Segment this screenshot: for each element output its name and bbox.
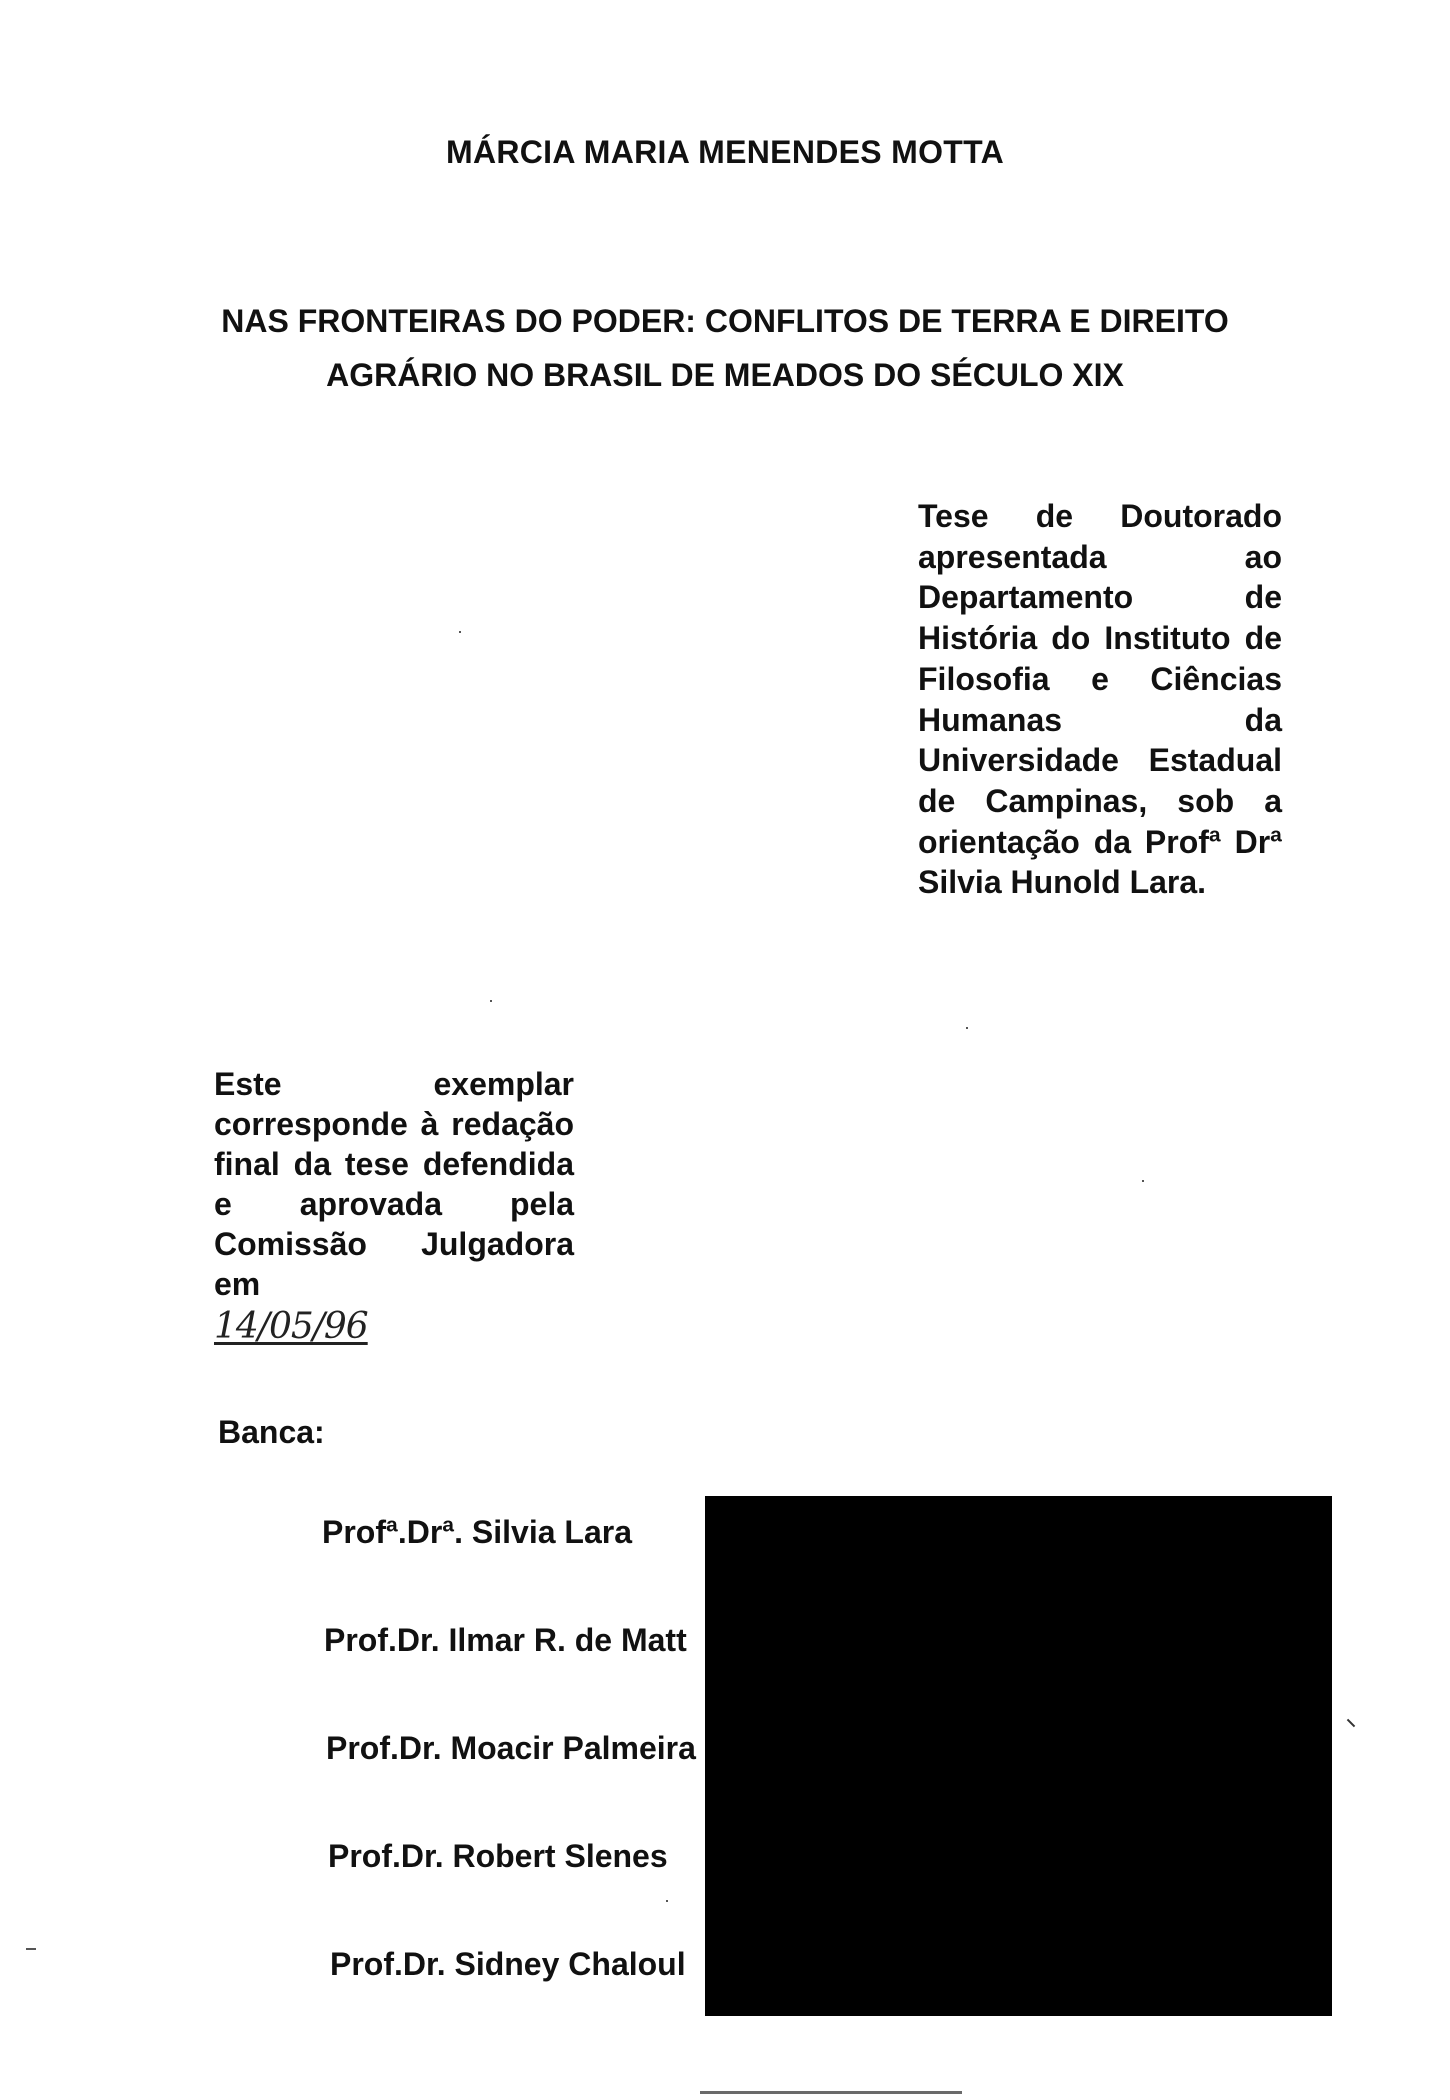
banca-label: Banca:	[218, 1414, 325, 1450]
banca-member: Prof.Dr. Ilmar R. de Matt	[324, 1622, 687, 1658]
banca-member: Prof.Dr. Moacir Palmeira	[326, 1730, 696, 1766]
thesis-title	[150, 294, 1300, 402]
scan-speck	[666, 1900, 668, 1902]
thesis-title-line-2: AGRÁRIO NO BRASIL DE MEADOS DO SÉCULO XIX	[326, 357, 1124, 393]
banca-member: Prof.Dr. Robert Slenes	[328, 1838, 668, 1874]
scan-speck	[490, 1000, 492, 1002]
author-name: MÁRCIA MARIA MENENDES MOTTA	[446, 134, 1004, 170]
scan-scratch	[700, 2091, 962, 2094]
scan-mark	[1347, 1719, 1355, 1727]
exemplar-note: Este exemplar corresponde à redação final da tese defendida e aprovada pela Comissão Julgadora em	[214, 1066, 574, 1302]
thesis-title-line-1: NAS FRONTEIRAS DO PODER: CONFLITOS DE TERRA E DIREITO	[221, 303, 1229, 339]
scan-speck	[966, 1027, 968, 1029]
banca-member: Profª.Drª. Silvia Lara	[322, 1514, 633, 1550]
scan-speck	[26, 1948, 36, 1950]
thesis-statement: Tese de Doutorado apresentada ao Departamento de História do Instituto de Filosofia e Ciências Humanas da Universidade Estadual de Campinas, sob a orientação da Profª Drª Silvia Hunold Lara.	[918, 498, 1282, 901]
banca-member: Prof.Dr. Sidney Chaloul	[330, 1946, 686, 1982]
handwritten-approval-date: 14/05/96	[214, 1306, 368, 1347]
scan-speck	[459, 631, 461, 633]
scan-speck	[1142, 1180, 1144, 1182]
signature-redaction-block	[705, 1496, 1332, 2016]
